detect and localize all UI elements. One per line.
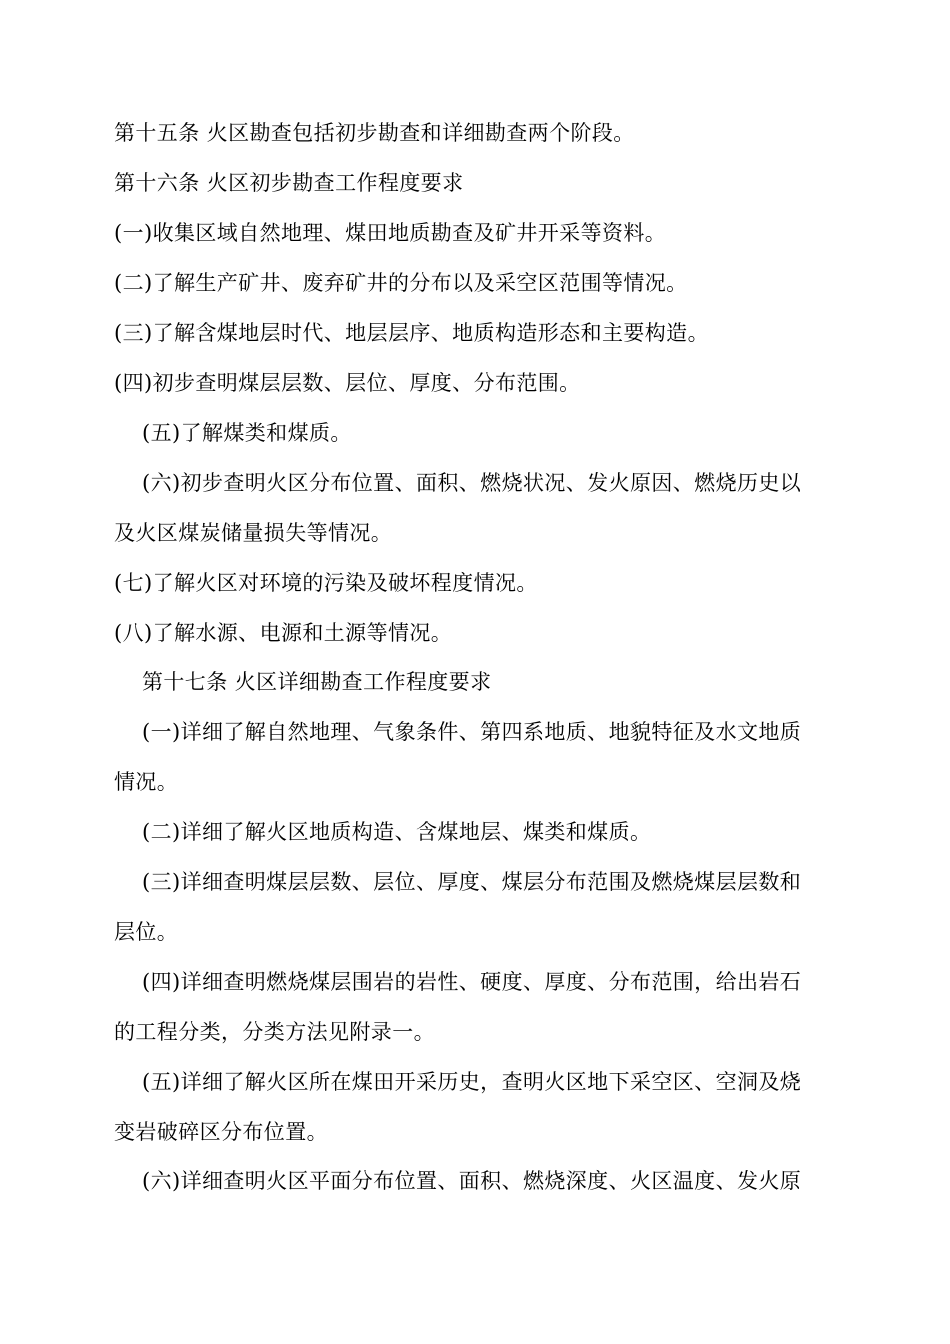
article-17-item-1-line-2: 情况。: [114, 770, 179, 794]
article-17-item-5-line-1: (五)详细了解火区所在煤田开采历史，查明火区地下采空区、空洞及烧: [142, 1070, 802, 1094]
article-16-item-6-line-1: (六)初步查明火区分布位置、面积、燃烧状况、发火原因、燃烧历史以: [142, 471, 802, 495]
article-16-heading: 第十六条 火区初步勘查工作程度要求: [114, 171, 464, 195]
article-16-item-6-line-2: 及火区煤炭储量损失等情况。: [114, 521, 393, 545]
article-17-item-4-line-1: (四)详细查明燃烧煤层围岩的岩性、硬度、厚度、分布范围，给出岩石: [142, 970, 802, 994]
article-17-item-3-line-1: (三)详细查明煤层层数、层位、厚度、煤层分布范围及燃烧煤层层数和: [142, 870, 802, 894]
article-16-item-8: (八)了解水源、电源和土源等情况。: [114, 621, 453, 645]
article-17-item-5-line-2: 变岩破碎区分布位置。: [114, 1120, 328, 1144]
article-16-item-2: (二)了解生产矿井、废弃矿井的分布以及采空区范围等情况。: [114, 271, 688, 295]
article-16-item-7: (七)了解火区对环境的污染及破坏程度情况。: [114, 571, 538, 595]
article-17-heading: 第十七条 火区详细勘查工作程度要求: [142, 670, 492, 694]
article-16-item-4: (四)初步查明煤层层数、层位、厚度、分布范围。: [114, 371, 581, 395]
article-17-item-2: (二)详细了解火区地质构造、含煤地层、煤类和煤质。: [142, 820, 652, 844]
article-17-item-1-line-1: (一)详细了解自然地理、气象条件、第四系地质、地貌特征及水文地质: [142, 720, 802, 744]
article-17-item-4-line-2: 的工程分类，分类方法见附录一。: [114, 1020, 435, 1044]
article-16-item-1: (一)收集区域自然地理、煤田地质勘查及矿井开采等资料。: [114, 221, 667, 245]
article-17-item-6-line-1: (六)详细查明火区平面分布位置、面积、燃烧深度、火区温度、发火原: [142, 1169, 802, 1193]
article-16-item-5: (五)了解煤类和煤质。: [142, 421, 352, 445]
article-17-item-3-line-2: 层位。: [114, 920, 179, 944]
article-15-heading: 第十五条 火区勘查包括初步勘查和详细勘查两个阶段。: [114, 121, 635, 145]
article-16-item-3: (三)了解含煤地层时代、地层层序、地质构造形态和主要构造。: [114, 321, 709, 345]
